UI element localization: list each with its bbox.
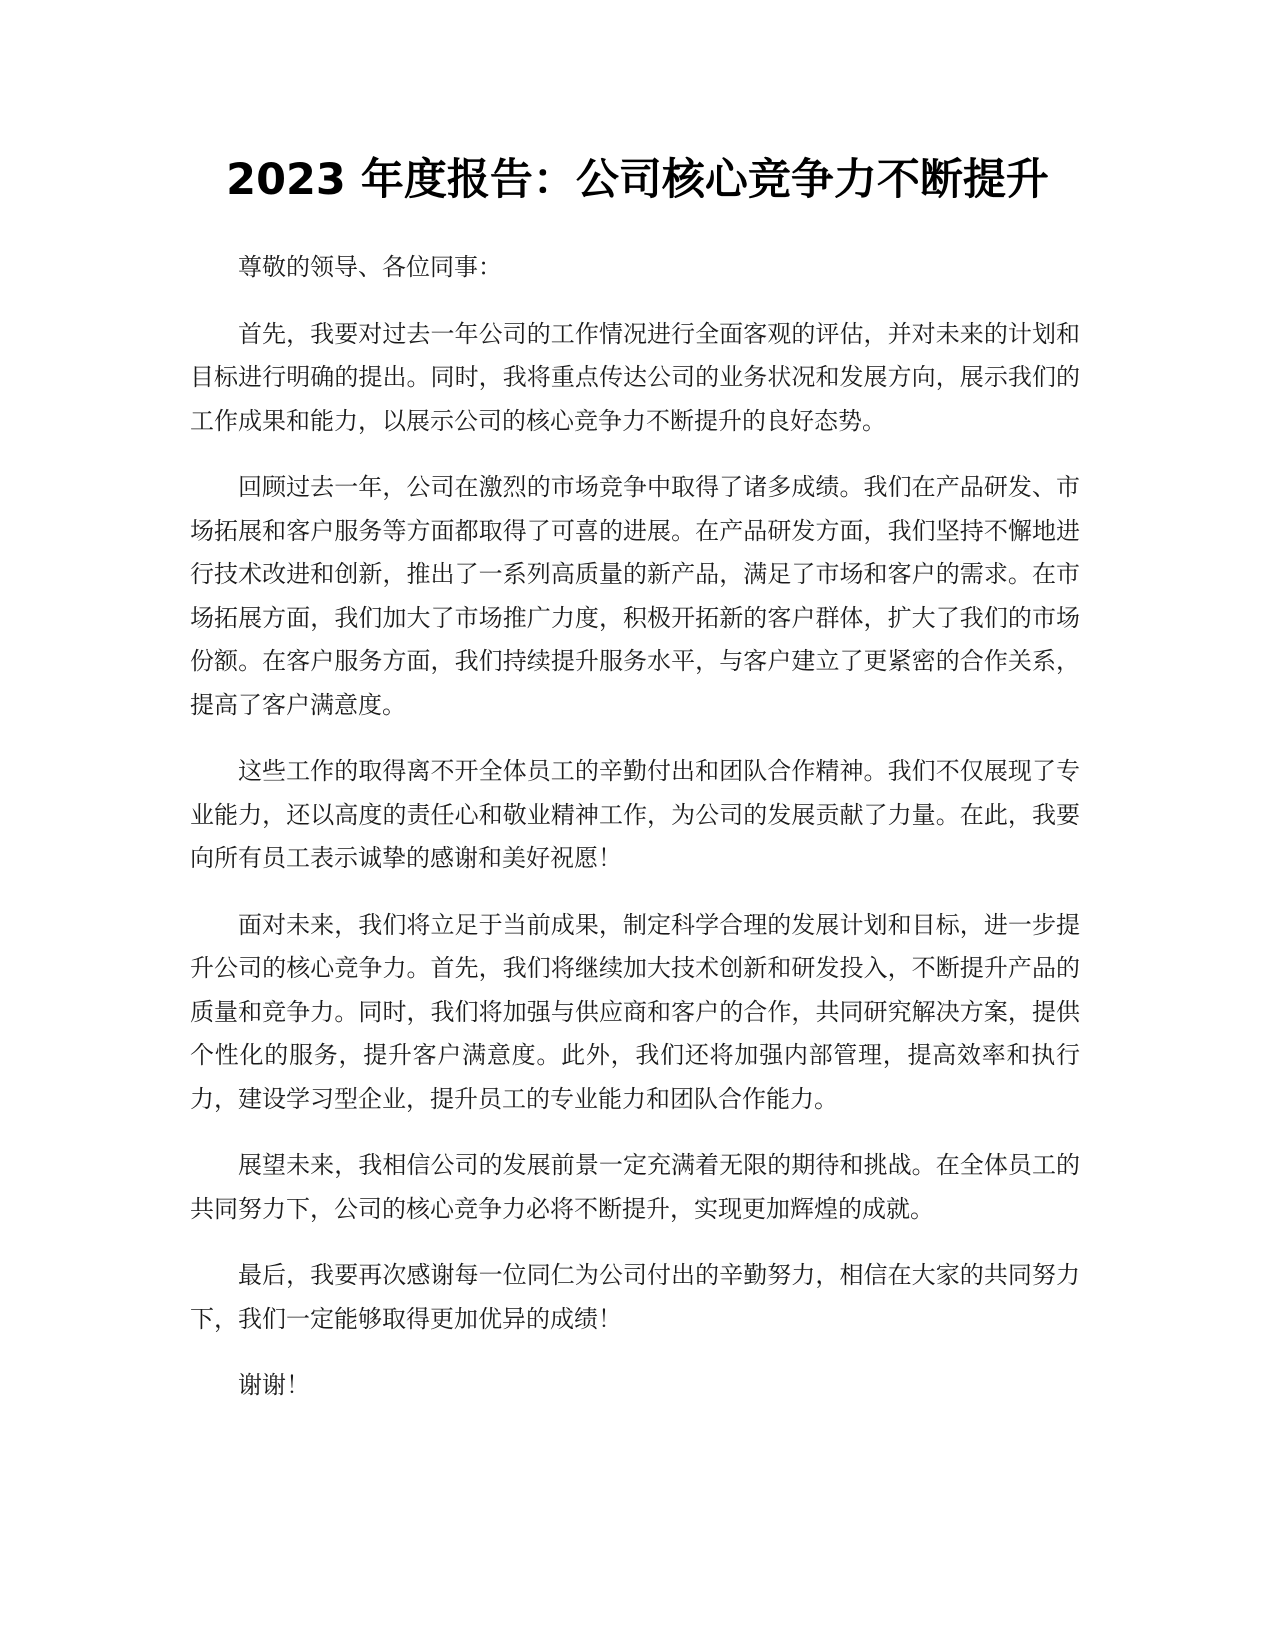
document-title: 2023 年度报告：公司核心竞争力不断提升 [226,155,1049,205]
paragraph-review: 回顾过去一年，公司在激烈的市场竞争中取得了诸多成绩。我们在产品研发、市场拓展和客户服务等方面都取得了可喜的进展。在产品研发方面，我们坚持不懈地进行技术改进和创新，推出了一系列高质量的新产品，满足了市场和客户的需求。在市场拓展方面，我们加大了市场推广力度，积极开拓新的客户群体，扩大了我们的市场份额。在客户服务方面，我们持续提升服务水平，与客户建立了更紧密的合作关系，提高了客户满意度。 [190,473,1080,719]
salutation: 尊敬的领导、各位同事： [238,253,502,281]
paragraph-thanks-staff: 这些工作的取得离不开全体员工的辛勤付出和团队合作精神。我们不仅展现了专业能力，还以高度的责任心和敬业精神工作，为公司的发展贡献了力量。在此，我要向所有员工表示诚挚的感谢和美好祝愿！ [190,757,1080,872]
paragraph-closing: 最后，我要再次感谢每一位同仁为公司付出的辛勤努力，相信在大家的共同努力下，我们一定能够取得更加优异的成绩！ [190,1261,1080,1333]
sign-off: 谢谢！ [238,1371,310,1399]
paragraph-future-plan: 面对未来，我们将立足于当前成果，制定科学合理的发展计划和目标，进一步提升公司的核心竞争力。首先，我们将继续加大技术创新和研发投入，不断提升产品的质量和竞争力。同时，我们将加强与供应商和客户的合作，共同研究解决方案，提供个性化的服务，提升客户满意度。此外，我们还将加强内部管理，提高效率和执行力，建设学习型企业，提升员工的专业能力和团队合作能力。 [190,910,1080,1113]
paragraph-introduction: 首先，我要对过去一年公司的工作情况进行全面客观的评估，并对未来的计划和目标进行明确的提出。同时，我将重点传达公司的业务状况和发展方向，展示我们的工作成果和能力，以展示公司的核心竞争力不断提升的良好态势。 [190,319,1080,435]
document-body [190,246,1080,1431]
paragraph-outlook: 展望未来，我相信公司的发展前景一定充满着无限的期待和挑战。在全体员工的共同努力下，公司的核心竞争力必将不断提升，实现更加辉煌的成就。 [190,1151,1080,1223]
